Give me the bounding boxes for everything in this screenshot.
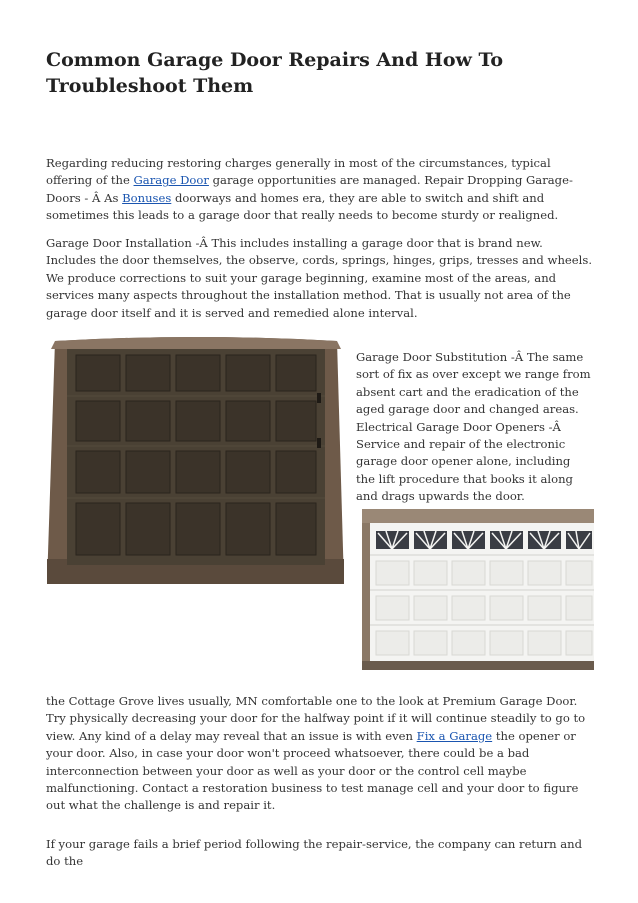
intro-text-3: doorways and homes era, they are able to switch and shift and sometimes this leads to a garage door that really needs to become sturdy or realigned. [46,190,559,223]
installation-paragraph: Garage Door Installation -Â This includes installing a garage door that is brand new. Includes the door themselves, the observe, cords, springs, hinges, grips, tresses and wheels. We produce corrections to suit your garage beginning, examine most of the areas, and services many aspects throughout the installation method. That is usually not area of the garage door itself and it is served and remedied alone interval. [46,236,592,320]
substitution-paragraph: Garage Door Substitution -Â The same sort of fix as over except we range from absent cart and the eradication of the aged garage door and changed areas. Electrical Garage Door Openers -Â Service and repair of the electronic garage door opener alone, including the lift procedure that books it along and drags upwards the door. [356,350,591,504]
intro-paragraph [46,155,594,225]
cottage-grove-paragraph [46,693,594,815]
bonuses-link[interactable]: Bonuses [122,190,172,205]
cottage-text-2: the opener or your door. Also, in case your door won't proceed whatsoever, there could be a bad interconnection between your door as well as your door or the control cell maybe malfunctioning. Contact a restoration business to test manage cell and your door to figure out what the challenge is and repair it. [46,728,579,813]
white-garage-door-image [362,509,594,670]
intro-text-1: Regarding reducing restoring charges generally in most of the circumstances, typical offering of the [46,156,551,188]
fix-a-garage-link[interactable]: Fix a Garage [416,728,493,743]
closing-paragraph: If your garage fails a brief period following the repair-service, the company can return and do the [46,837,583,869]
wooden-garage-door-image [47,333,344,584]
garage-door-link[interactable]: Garage Door [133,173,209,188]
article-title: Common Garage Door Repairs And How To Troubleshoot Them [46,49,504,97]
intro-text-2: garage opportunities are managed. Repair Dropping Garage-Doors - Â As [46,173,573,205]
cottage-text-1: the Cottage Grove lives usually, MN comfortable one to the look at Premium Garage Door. Try physically decreasing your door for the halfway point if it will continue steadily to go to view. Any kind of a delay may reveal that an issue is with even [46,694,586,743]
